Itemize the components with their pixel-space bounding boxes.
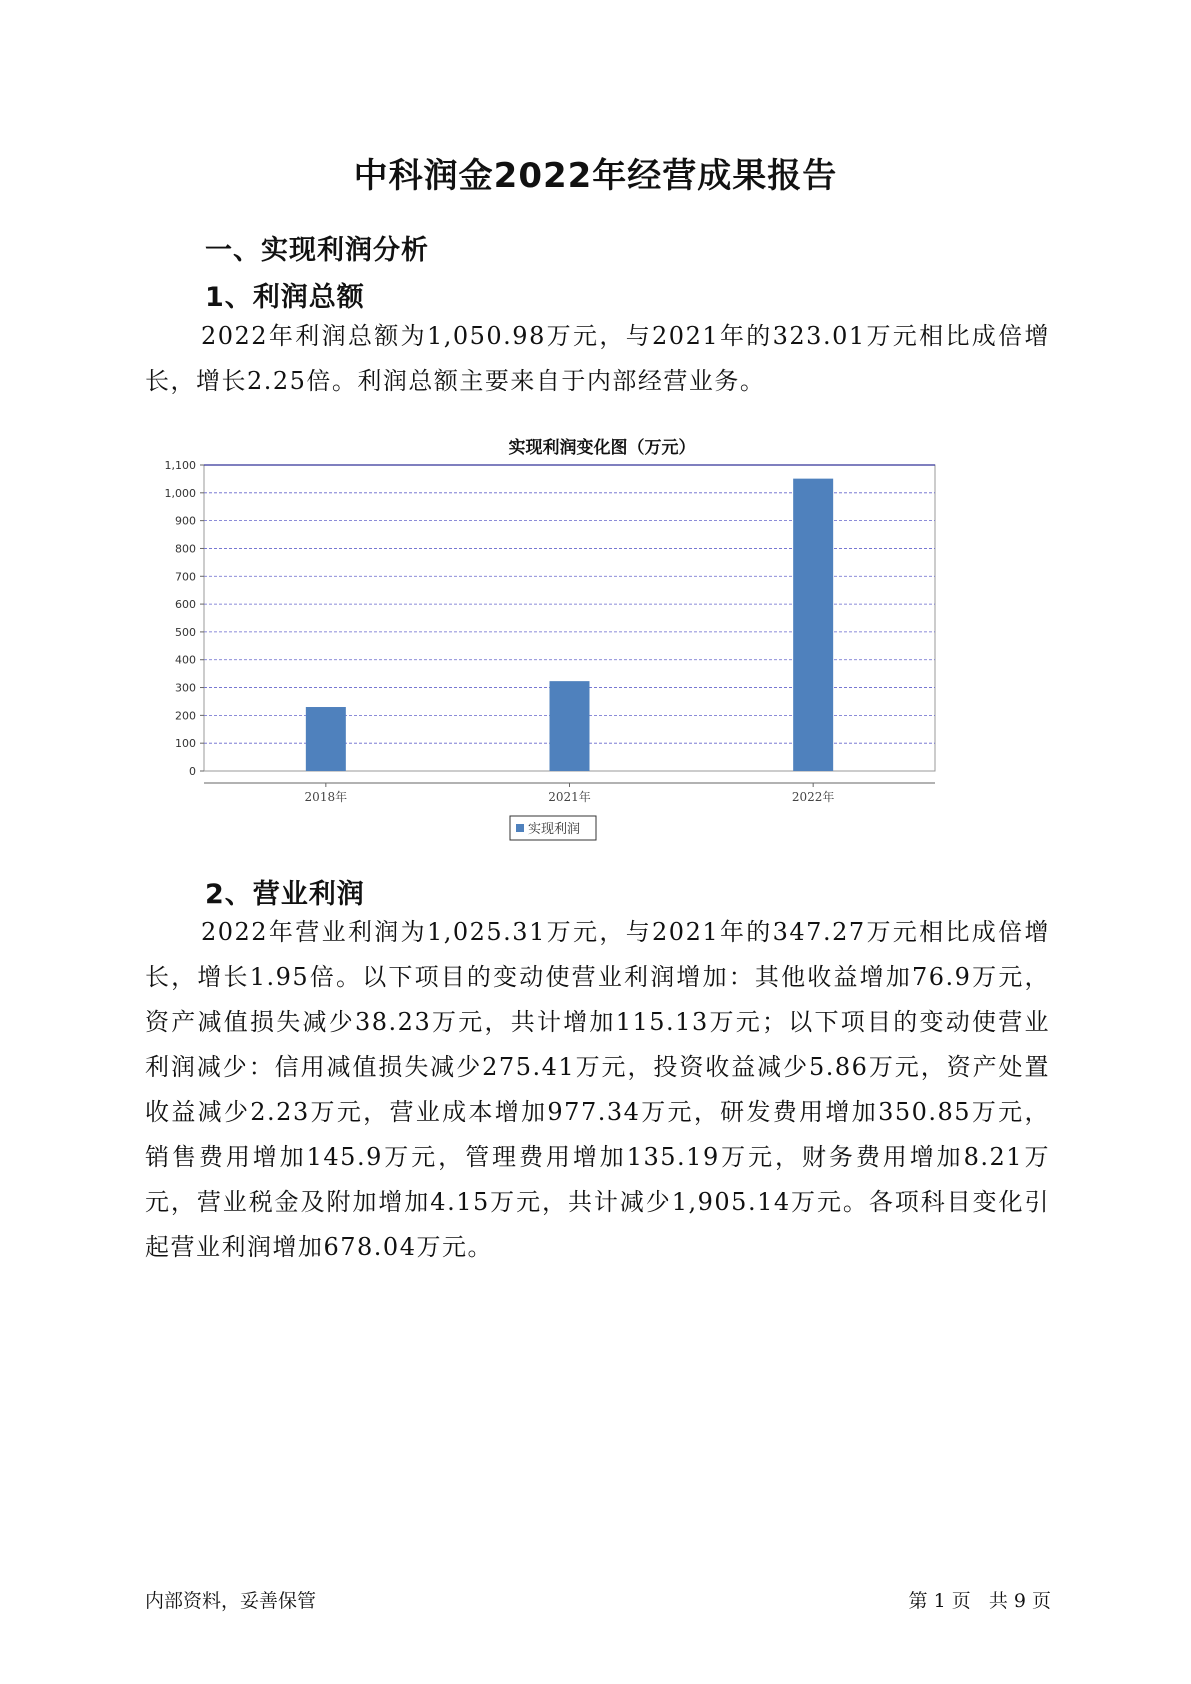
y-tick-label: 700 [175, 570, 196, 584]
y-tick-label: 500 [175, 625, 196, 639]
y-tick-label: 0 [189, 765, 196, 778]
y-tick-label: 1,000 [164, 486, 196, 500]
legend-swatch [516, 824, 524, 832]
y-tick-label: 900 [175, 514, 196, 528]
legend-label: 实现利润 [528, 822, 581, 837]
x-tick-label: 2018年 [304, 790, 348, 804]
y-tick-label: 200 [175, 709, 196, 723]
paragraph-operating-profit: 2022年营业利润为1,025.31万元，与2021年的347.27万元相比成倍增长，增长1.95倍。以下项目的变动使营业利润增加：其他收益增加76.9万元，资产减值损失减少38.23万元，共计增加115.13万元；以下项目的变动使营业利润减少：信用减值损失减少275.41万元，投资收益减少5.86万元，资产处置收益减少2.23万元，营业成本增加977.34万元，研发费用增加350.85万元，销售费用增加145.9万元，管理费用增加135.19万元，财务费用增加8.21万元，营业税金及附加增加4.15万元，共计减少1,905.14万元。各项科目变化引起营业利润增加678.04万元。 [145, 918, 1050, 1261]
chart-title: 实现利润变化图（万元） [508, 438, 696, 458]
profit-bar-chart [150, 430, 1030, 915]
y-tick-label: 1,100 [164, 459, 196, 472]
chart-svg [150, 430, 1030, 915]
subsection-heading-total-profit: 1、利润总额 [205, 282, 365, 313]
y-tick-label: 400 [175, 653, 196, 667]
document-title: 中科润金2022年经营成果报告 [353, 156, 838, 196]
x-tick-label: 2022年 [791, 790, 835, 804]
bar [550, 681, 590, 771]
y-tick-label: 100 [175, 737, 196, 751]
section-heading-profit-analysis: 一、实现利润分析 [205, 235, 429, 266]
y-tick-label: 800 [175, 542, 196, 556]
subsection-heading-operating-profit: 2、营业利润 [205, 879, 365, 910]
y-tick-label: 600 [175, 598, 196, 612]
footer-page-number: 第 1 页 共 9 页 [908, 1590, 1051, 1612]
bar [306, 707, 346, 771]
y-tick-label: 300 [175, 681, 196, 695]
footer-confidential-note: 内部资料，妥善保管 [145, 1590, 317, 1612]
x-tick-label: 2021年 [548, 790, 591, 804]
paragraph-total-profit: 2022年利润总额为1,050.98万元，与2021年的323.01万元相比成倍增长，增长2.25倍。利润总额主要来自于内部经营业务。 [145, 322, 1050, 395]
bar [793, 479, 833, 771]
